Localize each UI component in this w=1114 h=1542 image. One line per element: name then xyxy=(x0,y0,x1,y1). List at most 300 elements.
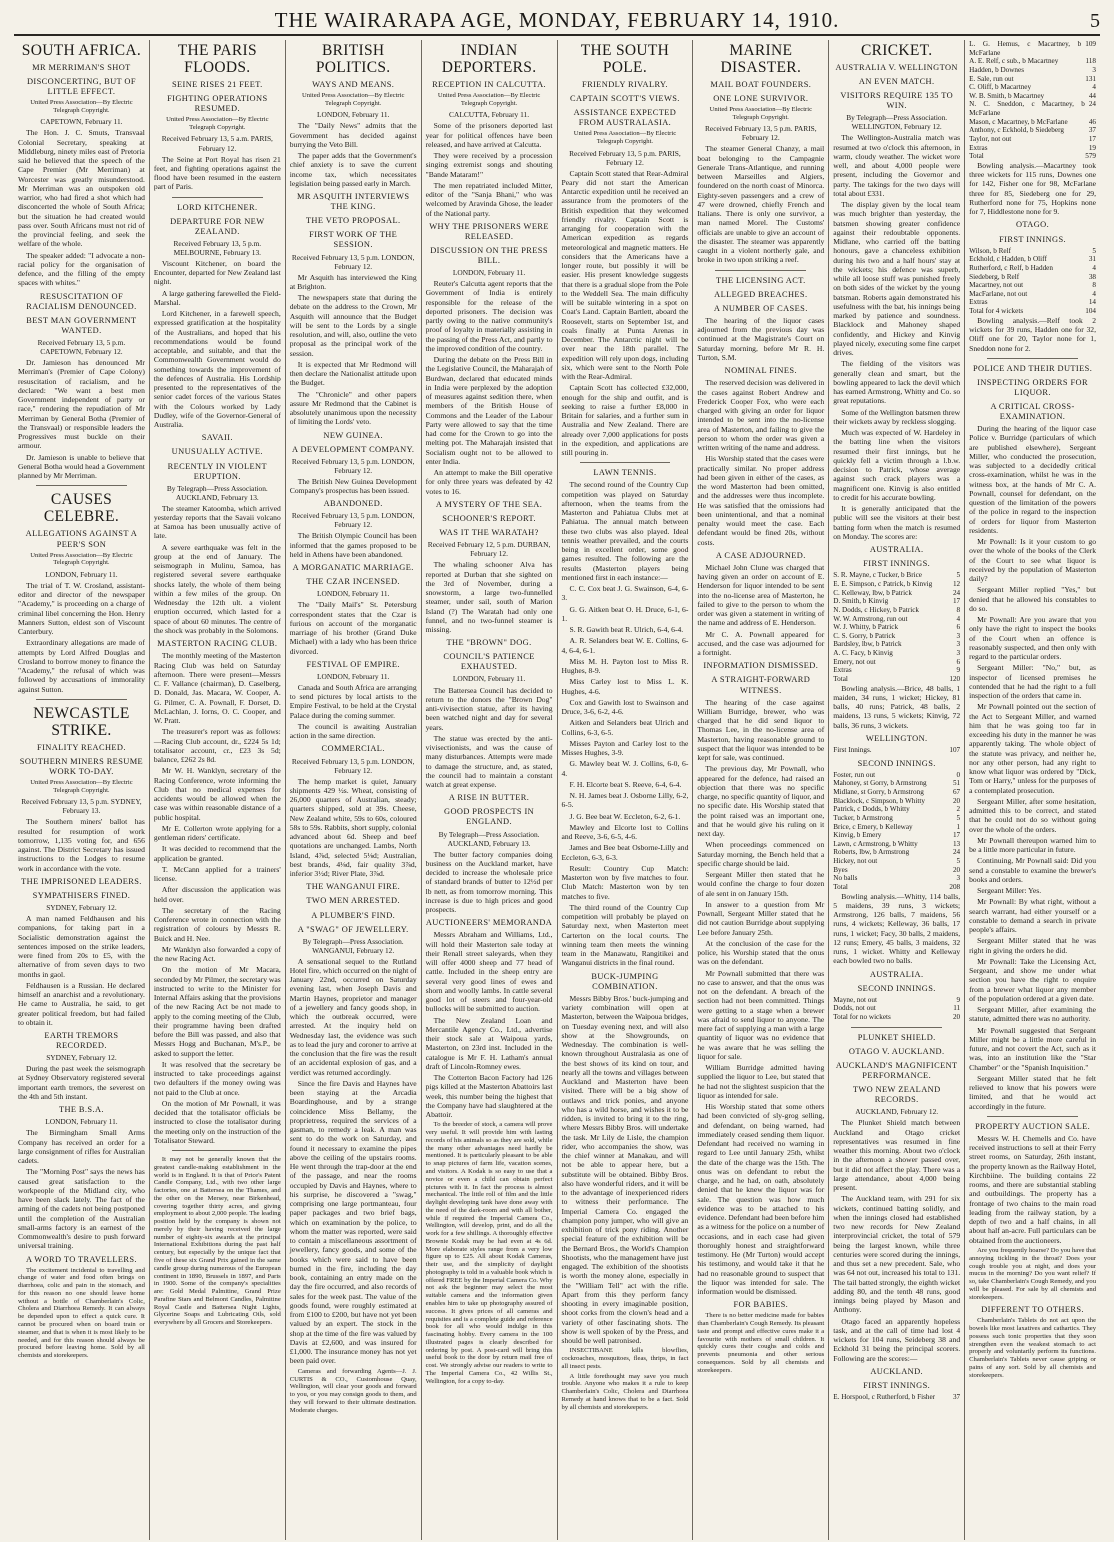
column-8 xyxy=(965,40,1100,1540)
advertisement: Are you frequently hoarse? Do you have that annoying tickling in the throat? Does your cough trouble you at night, and does your mucus in the morning? Do you want relief? If so, take Chamberlain's Cough Remedy, and you will be pleased. For sale by all chemists and storekeepers. xyxy=(969,1246,1096,1301)
article-paragraph: At the conclusion of the case for the police, his Worship stated that the onus was on the defendant. xyxy=(697,938,825,967)
advertisement: To the breeder of stock, a camera will prove very useful. It will provide him with lasting records of his animals so as they are sold, while the many other advantages need hardly be mentioned. It is particularly pleasant to be able to snap pictures of farm life, vacation scenes, and visitors. A Kodak is so easy to use that a novice or even a child can obtain perfect pictures with it. In fact the process is almost mechanical. The little roll of film and the little daylight developing tank have done away with the need of the dark-room and with all bother, while if required the Imperial Camera Co., Wellington, will develop, print, and do all the work for a few shillings. A thoroughly effective Brownie Kodak may be had even at 4s 6d. More elaborate styles range from a very low figure up to £25. All about Kodak Cameras, their use, and the simplicity of daylight photography is told in a valuable book which is offered FREE by the Imperial Camera Co. Why not ask the beginner may select the most suitable camera and the information given enables him to take up photography assured of success. It gives prices of all cameras and requisites and is a complete guide and reference book for all who would indulge in this fascinating hobby. Every camera in the 100 illustrated pages is clearly described for ordering by post. A post-card will bring this useful book to the door by return mail free of cost. We strongly advise our readers to write to The Imperial Camera Co., 42 Willis St., Wellington, for a copy to-day. xyxy=(425,1121,553,1385)
score-row: Rutherford, c Relf, b Hadden 4 xyxy=(969,263,1096,272)
article-paragraph: Sergeant Miller stated that he was right in giving the orders he did. xyxy=(969,936,1096,955)
score-row: C. S. Gorry, b Patrick 3 xyxy=(833,631,961,640)
subheadline: THE B.S.A. xyxy=(58,1105,104,1115)
subheadline: LAWN TENNIS. xyxy=(593,468,657,478)
column-3 xyxy=(286,40,422,1540)
score-row: MacFarlane, not out 4 xyxy=(969,289,1096,298)
subheadline: A STRAIGHT-FORWARD WITNESS. xyxy=(711,675,811,695)
advertisement: INSECTIBANE kills blowflies, cockroaches, mosquitoes, fleas, thrips, in fact all insect pests. xyxy=(561,1347,689,1370)
page-number: 5 xyxy=(1090,10,1100,32)
article-paragraph: Mr Asquith has interviewed the King at Brighton. xyxy=(289,272,417,291)
subheadline: THE VETO PROPOSAL. xyxy=(305,216,401,226)
subheadline: A "SWAG" OF JEWELLERY. xyxy=(297,924,409,934)
article-paragraph: The statue was erected by the anti-vivisectionists, and was the cause of many disturbances. Attempts were made to damage the structure, and, as stated, the council had to maintain a constant watch at great expense. xyxy=(425,733,553,790)
article-paragraph: In answer to a question from Mr Pownall, Sergeant Miller stated that he did not caution Burridge about supplying Lee before January 25th. xyxy=(697,899,825,937)
advertisement: A little forethought may save you much trouble. Anyone who makes it a rule to keep Chamberlain's Colic, Cholera and Diarrhoea Remedy at hand knows that to be a fact. Sold by all chemists and storekeepers. xyxy=(561,1372,689,1411)
score-row: Mahoney, st Gorry, b Armstrong 51 xyxy=(833,779,961,788)
article-paragraph: Michael John Clune was charged that having given an order on account of E. Henderson for liquor intended to be sent into the no-license area of Masterton, he failed to give to the person to whom the order was given a statement in writing of the name and address of E. Henderson. xyxy=(697,562,825,628)
subheadline: ALLEGED BREACHES. xyxy=(714,289,808,299)
subheadline: SCHOONER'S REPORT. xyxy=(442,514,536,524)
article-paragraph: After discussion the application was held over. xyxy=(153,885,281,904)
article-paragraph: Bowling analysis.—Whitty, 114 balls, 5 maidens, 39 runs, 3 wickets; Armstrong, 126 balls, 7 maidens, 56 runs, 4 wickets; Kelleway, 36 balls, 17 runs, 1 wicket; Facy, 30 balls, 2 maidens, 12 runs; Emery, 45 balls, 3 maidens, 32 runs, 1 wicket. Whitty and Kelleway each bowled two no balls. xyxy=(833,891,961,966)
result-line: A. R. Selanders beat W. E. Collins, 6-4, 6-4, 6-1. xyxy=(561,636,689,655)
headline: SOUTH AFRICA. xyxy=(21,42,142,59)
scorecard xyxy=(969,247,1096,316)
subheadline: SECOND INNINGS. xyxy=(857,983,936,993)
score-total: Total 120 xyxy=(833,675,961,684)
score-row: C. Kelleway, lbw, b Patrick 24 xyxy=(833,588,961,597)
article-paragraph: Sergeant Miller then stated that he would confine the charge to four dozen of ale sent in on January 15th. xyxy=(697,870,825,898)
article-paragraph: William Burridge admitted having supplied the liquor to Lee, but stated that he had not the slightest suspicion that the liquor as intended for sale. xyxy=(697,1063,825,1100)
score-total: Total for 4 wickets 104 xyxy=(969,307,1096,316)
article-paragraph: The Auckland team, with 291 for six wickets, continued batting solidly, and when the innings closed had established two new records for New Zealand interprovincial cricket, the total of 579 being the largest known, while three centuries were scored during the innings, and thus set a new precedent. Sale, who was 64 not out, increased his total to 131. The tail batted strongly, the eighth wicket adding 80, and the tenth 48 runs, good innings being played by Mason and Anthony. xyxy=(833,1194,961,1315)
dateline: LONDON, February 11. xyxy=(316,110,390,120)
article-paragraph: Messrs Bibby Bros.' buck-jumping and variety combination will open at Masterton, between the Waipoua bridges, on Tuesday evening next, and will also show at the Showgrounds, on Wednesday. The combination is well-known throughout Australasia as one of the best shows of its kind on tour, and nearly all the towns and villages between Auckland and Masterton have been visited. There will be a big show of outlaws and trick ponies, and anyone who has a wild horse, and wishes it to be ridden, is invited to bring it to the ring, where Messrs Bibby Bros. will undertake the task. Mr Lily de Lisle, the champion rider, who accompanies the show, was the chief winner at Manakau, and will not be able to appear here, but a substitute will be obtained. Bibby Bros. also have wonderful riders, and it will be to the advantage of inexperienced riders to witness their performance. The Imperial Camera Co. engaged the champion pony jumper, who will give an exhibition of trick pony riding. Another special feature of the exhibition will be the Bernard Bros., the World's Champion Shootists, who the management have just engaged. The exhibition of the shootists is worth the money alone, especially in the "William Tell" act with the rifle. Apart from this they perform fancy shooting in every imaginable position, shoot corks from the clown's head and a variety of other fascinating shots. The show is well spoken of by the Press, and should be well patronised. xyxy=(561,993,689,1346)
advertisement: There is no better medicine made for babies than Chamberlain's Cough Remedy. Its pleasant taste and prompt and effective cures make it a favourite with mothers of small children. It quickly cures their coughs and colds and prevents pneumonia and other serious consequences. Sold by all chemists and storekeepers. xyxy=(697,1312,825,1374)
divider xyxy=(36,485,127,486)
column-6 xyxy=(693,40,829,1540)
credit-line: United Press Association—By Electric Telegraph Copyright. xyxy=(30,551,133,567)
headline: THE PARIS FLOODS. xyxy=(177,42,257,77)
subheadline: A DEVELOPMENT COMPANY. xyxy=(291,444,415,454)
columns xyxy=(14,40,1100,1540)
headline: CAUSES CELEBRE. xyxy=(43,491,120,526)
subheadline: DIFFERENT TO OTHERS. xyxy=(981,1305,1084,1315)
score-row: Blacklock, c Simpson, b Whitty 20 xyxy=(833,796,961,805)
article-paragraph: The Southern miners' ballot has resulted for resumption of work tomorrow, 1,135 voting for, and 656 against. The District Secretary has issued instructions to the Lodges to resume work in accordance with the vote. xyxy=(18,817,145,873)
advertisement: It may not be generally known that the greatest candle-making establishment in the world is in England. It is that of Price's Patent Candle Company, Ltd., with two other large factories, one at Battersea on the Thames, and the other on the Mersey, near Birkenhead, covering together thirty acres, and giving employment to about 2,000 people. The leading position held by the company is shown not merely by their having received the large number of eighty-six awards at the principal International Exhibitions during the past half century, but especially by the unique fact that five of these six Grand Prix gained in the same candle group during numerous of the European continent in 1890, Brussels in 1897, and Paris in 1900. Some of the company's specialities are: Gold Medal Palmitine, Grand Prize Parafine Stars and Belmont Candles, Palmitine Royal Castle and Battersea Night Lights, Glycerine Soaps and Lubricating Oils, sold everywhere by all Grocers and Storekeepers. xyxy=(153,1156,281,1327)
column-7 xyxy=(829,40,965,1540)
article-paragraph: The reserved decision was delivered in the cases against Robert Andrew and Frederick Cooper Fox, who were each charged with giving an order for liquor intended to be sent into the no-license area of Masterton, and failing to give the person to whom the order was given a written writing of the name and address. xyxy=(697,378,825,453)
subheadline: PLUNKET SHIELD. xyxy=(857,1032,936,1042)
result-line: Miss Carley lost to Miss L. K. Hughes, 4-6. xyxy=(561,677,689,696)
subheadline: A RISE IN BUTTER. xyxy=(448,793,530,803)
article-paragraph: Dr. Jamieson is unable to believe that General Botha would head a Government planned by Mr Merriman. xyxy=(18,452,145,481)
article-paragraph: Mr Pownall: Take the Licensing Act, Sergeant, and show me under what section you have the right to enquire from a brewer what liquor any member of the population ordered at a given date. xyxy=(969,956,1096,1003)
score-row: Extras 19 xyxy=(969,143,1096,152)
score-row: Roberts, lbw, b Armstrong 24 xyxy=(833,848,961,857)
subheadline: FINALITY REACHED. xyxy=(37,742,126,752)
article-paragraph: Mr Pownall suggested that Sergeant Miller might be a little more careful in future, and not covert the Act, such as it was, into an institution like the "Star Chamber" or the "Spanish Inquisition." xyxy=(969,1025,1096,1072)
score-row: No balls 3 xyxy=(833,874,961,883)
article-paragraph: Some of the prisoners deported last year for political offences have been released, and have arrived at Calcutta. xyxy=(425,121,553,149)
result-line: James and Bee beat Osborne-Lilly and Eccleton, 6-3, 6-3. xyxy=(561,843,689,862)
article-paragraph: Reuter's Calcutta agent reports that the Government of India is entirely responsible for the release of the deported prisoners. The decision was partly owing to the native community's proof of loyalty in materially assisting in the passing of the Press Act, and partly to the improved condition of the country. xyxy=(425,279,553,353)
article-paragraph: The whaling schooner Alva has reported at Durban that she sighted on the 3rd of November, during a snowstorm, a large two-funnelled steamer, under sail, south of Marion Island (?) The Waratah had only one funnel, and no two-funnel steamer is missing. xyxy=(425,560,553,634)
subheadline: MASTERTON RACING CLUB. xyxy=(157,639,278,649)
score-row: Midlane, st Gorry, b Armstrong 67 xyxy=(833,787,961,796)
result-line: Misses Payton and Carley lost to the Misses Hughes, 3-9. xyxy=(561,738,689,758)
subheadline: AUSTRALIA. xyxy=(869,969,924,979)
score-row: N. C. Sneddon, c Macartney, b McFarlane 24 xyxy=(969,100,1096,118)
subheadline: AUSTRALIA. xyxy=(869,545,924,555)
article-paragraph: During the past week the seismograph at Sydney Observatory registered several important earth tremors, the severest on the 4th and 5th instant. xyxy=(18,1064,145,1101)
subheadline: A CRITICAL CROSS-EXAMINATION. xyxy=(990,401,1075,422)
subheadline: TWO MEN ARRESTED. xyxy=(306,896,400,906)
score-row: E. E. Simpson, c Patrick, b Kinvig 12 xyxy=(833,579,961,588)
divider xyxy=(580,462,671,463)
article-paragraph: Feldhausen is a Russian. He declared himself an anarchist and a revolutionary. He came to Australia, he said, to get greater political freedom, but had failed to obtain it. xyxy=(18,980,145,1027)
subheadline: THE WANGANUI FIRE. xyxy=(306,882,401,892)
subheadline: RECENTLY IN VIOLENT ERUPTION. xyxy=(167,461,267,481)
article-paragraph: A sensational sequel to the Rutland Hotel fire, which occurred on the night of January 22nd, occurred on Saturday evening last, when Joseph Davis and Martin Haynes, proprietor and manager of a jewellery and fancy goods shop, in which the outbreak occurred, were arrested. At the inquiry held on Wednesday last, the evidence was such as to lead the jury and coroner to arrive at the conclusion that the fire was the result of an accidental explosion of gas, and a verdict was returned accordingly. xyxy=(289,956,417,1077)
score-row: Dodds, not out 11 xyxy=(833,1004,961,1013)
article-paragraph: The men repatriated included Mitter, editor of the "Sanja Bhani," who was welcomed by Aravinda Ghose, the leader of the National party. xyxy=(425,180,553,218)
subheadline: BUCK-JUMPING COMBINATION. xyxy=(591,971,659,991)
subheadline: PROPERTY AUCTION SALE. xyxy=(974,1121,1091,1131)
subheadline: POLICE AND THEIR DUTIES. xyxy=(972,363,1093,373)
article-paragraph: The trial of T. W. Crosland, assistant-editor and director of the newspaper "Academy," is proceeding on a charge of criminal libel concerning the Hon. Henry Manners Sutton, eldest son of Viscount Canterbury. xyxy=(18,580,145,637)
score-row: D. Smith, b Kinvig 17 xyxy=(833,597,961,606)
dateline: SYDNEY, February 12. xyxy=(46,902,117,912)
subheadline: SEINE RISES 21 FEET. xyxy=(171,80,263,90)
dateline: Received February 13, 5 p.m. LONDON, February 12. xyxy=(291,252,415,271)
subheadline: ONE LONE SURVIVOR. xyxy=(713,94,809,104)
divider xyxy=(987,358,1078,359)
subheadline: FIRST INNINGS. xyxy=(863,1380,931,1390)
article-paragraph: On the motion of Mr Pownall, it was decided that the totalisator officials be instructed to close the totalisator during the meeting only on the instruction of the Totalisator Steward. xyxy=(153,1098,281,1145)
result-line: G. G. Aitken beat O. H. Druce, 6-1, 6-1. xyxy=(561,604,689,623)
article-paragraph: It is expected that Mr Redmond will then declare the Nationalist attitude upon the Budget. xyxy=(289,359,417,388)
subheadline: AUCTIONEERS' MEMORANDA xyxy=(425,918,553,928)
article-paragraph: It was decided to recommend that the application be granted. xyxy=(153,844,281,863)
article-paragraph: The British New Guinea Development Company's prospectus has been issued. xyxy=(289,476,417,496)
dateline: Received February 13, 5 p.m. LONDON, February 12. xyxy=(291,456,415,475)
article-paragraph: Dr. Jamieson has denounced Mr Merriman's (Premier of Cape Colony) resuscitation of racialism, and he declared: "We want a best men Government independent of party or race," rendering the repudiation of Mr Merriman by General Botha (Premier of the Transvaal) or responsible leaders the Progressives must buckle on their armour. xyxy=(18,358,145,451)
subheadline: SECOND INNINGS. xyxy=(857,758,936,768)
subheadline: OTAGO V. AUCKLAND. xyxy=(848,1046,945,1056)
subheadline: MR MERRIMAN'S SHOT xyxy=(32,63,131,73)
article-paragraph: The Plunket Shield match between Auckland and Otago cricket representatives was resumed in fine weather this morning. About two o'clock in the afternoon a shower passed over, but it did not affect the play. There was a large attendance, about 4,000 being present. xyxy=(833,1118,961,1192)
score-total: Total 208 xyxy=(833,883,961,892)
article-paragraph: Bowling analysis.—Relf took 2 wickets for 39 runs, Hadden one for 32, Oliff one for 20, Taylor none for 1, Sneddon none for 2. xyxy=(969,315,1096,353)
dateline: CAPETOWN, February 11. xyxy=(40,117,123,127)
subheadline: THE LICENSING ACT. xyxy=(716,275,806,285)
article-paragraph: Sergeant Miller, after some hesitation, admitted this to be correct, and stated that he could not do so without going over the whole of the orders. xyxy=(969,796,1096,834)
score-row: A. C. Facy, b Kinvig 3 xyxy=(833,649,961,658)
dateline: LONDON, February 11. xyxy=(316,589,390,599)
subheadline: NOMINAL FINES. xyxy=(724,366,797,376)
article-paragraph: The butter factory companies doing business on the Auckland market, have decided to increase the wholesale price of standard brands of butter to 12½d per lb nett, as from tomorrow morning. This increase is due to high prices and good prospects. xyxy=(425,849,553,915)
dateline: Received February 13, 5 p.m. PARIS, February 12. xyxy=(569,148,681,167)
subheadline: SYMPATHISERS FINED. xyxy=(32,890,131,900)
subheadline: AN EVEN MATCH. xyxy=(858,77,935,87)
article-paragraph: Mr Pownall submitted that there was no case to answer, and that the onus was not on the defendant. A breach of the section had not been committed. Things were getting to a stage when a brewer was afraid to send liquor to anyone. The mere fact of supplying a man with a large quantity of liquor was no evidence that he was aware that he was selling the liquor for sale. xyxy=(697,968,825,1061)
score-row: L. G. Hemus, c Macartney, b McFarlane 109 xyxy=(969,40,1096,57)
newspaper-title: THE WAIRARAPA AGE, MONDAY, FEBRUARY 14, 1910. xyxy=(274,8,840,32)
scorecard xyxy=(833,771,960,892)
subheadline: COUNCIL'S PATIENCE EXHAUSTED. xyxy=(443,652,535,672)
dateline: LONDON, February 11. xyxy=(45,1117,118,1127)
score-row: S. R. Mayne, c Tucker, b Brice 5 xyxy=(833,571,961,580)
subheadline: MAIL BOAT FOUNDERS. xyxy=(710,80,812,90)
subheadline: A NUMBER OF CASES. xyxy=(713,303,808,313)
dateline: Received February 13, 5 p.m. SYDNEY, February 13. xyxy=(21,797,142,816)
score-row: Brice, c Emery, b Kelleway 1 xyxy=(833,822,961,831)
score-row: A. E. Relf, c sub., b Macartney 118 xyxy=(969,57,1096,66)
score-row: E. Sale, run out 131 xyxy=(969,74,1096,83)
subheadline: EARTH TREMORS RECORDED. xyxy=(44,1031,119,1051)
score-row: Foster, run out 0 xyxy=(833,770,961,779)
masthead xyxy=(14,8,1100,36)
headline: INDIAN DEPORTERS. xyxy=(441,42,537,77)
article-paragraph: Since the fire Davis and Haynes have been staying at the Arcadia Boardinghouse, and by a strange coincidence Miss Bellamy, the proprietress, required the services of a gasman, to remedy a leak. A man was sent to do the work on Saturday, and found it necessary to examine the pipes above the ceiling of the upstairs rooms. He went through the trap-door at the end of the passage, and near the rooms occupied by Davis and Haynes, where to his surprise, he discovered a "swag," comprising one large portmanteau, four paper packages and two brief bags, which on examination by the police, to whom the matter was reported, were said to contain a miscellaneous assortment of jewellery, fancy goods, and some of the books which were said to have been burned in the fire, including the day book, containing an entry made on the day the fire occurred, and also records of sales for the week past. The value of the goods found, were roughly estimated at from £100 to £200, but have not yet been valued by an expert. The stock in the shop at the time of the fire was valued by Davis at £2,600, and was insured for £1,000. The insurance money has not yet been paid over. xyxy=(289,1078,417,1366)
article-paragraph: A large gathering farewelled the Field-Marshal. xyxy=(153,288,281,307)
article-paragraph: The previous day, Mr Pownall, who appeared for the defence, had raised an objection that there was no specific charge, no specific quantity of liquor, and no specific date. His Worship stated that the point raised was an important one, and that he would give his ruling on it next day. xyxy=(697,764,825,839)
article-paragraph: The fielding of the visitors was generally clean and smart, but the bowling appeared to lack the devil which has earned Armstrong, Whitty and Co. so great reputations. xyxy=(833,359,961,406)
subheadline: WHY THE PRISONERS WERE RELEASED. xyxy=(429,221,549,241)
credit-line: United Press Association—By Electric Telegraph Copyright. xyxy=(30,779,133,794)
article-paragraph: Viscount Kitchener, on board the Encounter, departed for New Zealand last night. xyxy=(153,258,281,287)
score-row: Eckhold, c Hadden, b Oliff 31 xyxy=(969,255,1096,264)
subheadline: GOOD PROSPECTS IN ENGLAND. xyxy=(444,807,535,827)
subheadline: SOUTHERN MINERS RESUME WORK TO-DAY. xyxy=(19,756,144,777)
headline: THE SOUTH POLE. xyxy=(580,42,670,77)
dateline: By Telegraph—Press Association. WELLINGTON, February 12. xyxy=(846,113,948,132)
article-paragraph: Mr Pownall: By what right, without a search warrant, had either yourself or a constable to demand a search in private people's affairs. xyxy=(969,897,1096,935)
subheadline: THE CZAR INCENSED. xyxy=(306,577,400,587)
subheadline: THE "BROWN" DOG. xyxy=(446,638,532,648)
article-paragraph: The secretary of the Racing Conference wrote in connection with the registration of colours by Messrs R. Buick and H. Nee. xyxy=(153,905,281,943)
article-paragraph: The Birmingham Small Arms Company has received an order for a large consignment of rifles for Australian cadets. xyxy=(18,1128,145,1166)
article-paragraph: Mr Pownall pointed out the section of the Act to Sergeant Miller, and warned him that he was going too far in exceeding his duty in the manner he was apparently taking. The whole object of the statute was privacy, and neither he, nor any other person, had any right to know what liquor was ordered by "Dick, Tom or Harry," unless for the purposes of a contemplated prosecution. xyxy=(969,702,1096,795)
article-paragraph: A man named Feldhausen and his companions, for taking part in a Socialistic demonstration against the sentences imposed on the strike leaders, were fined from 20s to £5, with the alternative of from seven days to two months in gaol. xyxy=(18,914,145,979)
subheadline: A WORD TO TRAVELLERS. xyxy=(25,1254,137,1264)
score-row: C. Oliff, b Macartney 4 xyxy=(969,83,1096,92)
subheadline: INSPECTING ORDERS FOR LIQUOR. xyxy=(977,377,1088,397)
advertisement: Cameras and forwarding Agents—J. J. CURTIS & CO., Customhouse Quay, Wellington, will clear your goods and forward to you, or you may consign goods to them, and they will forward to their ultimate destination. Moderate charges. xyxy=(289,1367,417,1414)
article-paragraph: Extraordinary allegations are made of attempts by Lord Alfred Douglas and Crosland to borrow money to finance the "Academy," the refusal of which was followed by accusations of immorality against Sutton. xyxy=(18,638,145,694)
dateline: Received February 13, 5 p.m. LONDON, February 12. xyxy=(291,511,415,530)
article-paragraph: Sergeant Miller stated that he felt relieved to know that his powers were limited, and that he would act accordingly in the future. xyxy=(969,1073,1096,1111)
score-row: W. B. Smith, b Macartney 44 xyxy=(969,91,1096,100)
article-paragraph: The Cotterton Bacon Factory had 126 pigs killed at the Masterton Abattoirs last week, this number being the highest that the Company have had slaughtered at the Abattoir. xyxy=(425,1073,553,1120)
article-paragraph: Mr E. Collerton wrote applying for a gentleman riders' certificate. xyxy=(153,823,281,843)
subheadline: AUCKLAND. xyxy=(870,1366,924,1376)
result-line: G. Mawley beat W. J. Collins, 6-0, 6-4. xyxy=(561,759,689,778)
result-line: F. H. Elcorte beat S. Reeve, 6-4, 6-4. xyxy=(569,779,682,789)
article-paragraph: The Hon. J. C. Smuts, Transvaal Colonial Secretary, speaking at Middleburg, ninety miles east of Pretoria said he believed that the speech of the Cape Premier (Mr Merriman) at Worcester was greatly misunderstood. Mr Merriman was an outspoken old warrior, who had fired a shot which had disconcerted the whole of South Africa; but the situation he had created would pass over. South Africans must not rid of the provincial feeling, and seek the welfare of the whole. xyxy=(18,128,145,249)
divider xyxy=(36,699,127,700)
subheadline: A CASE ADJOURNED. xyxy=(715,550,806,560)
dateline: LONDON, February 11. xyxy=(316,671,390,681)
subheadline: OTAGO. xyxy=(1015,220,1050,230)
article-paragraph: The hearing of the liquor cases adjourned from the previous day was continued at the Magistrate's Court on Saturday morning, before Mr R. H. Turton, S.M. xyxy=(697,315,825,362)
article-paragraph: The display given by the local team was much brighter than yesterday, the batsmen showing greater confidence against their redoubtable opponents. Midlane, who carried off the batting honours, gave a chanceless exhibition during his two and a half hours' stay at the wickets; his defence was superb, while all loose stuff was punished freely on both sides of the wicket by the young batsman. Roberts again demonstrated his usefulness with the bat, his innings being marked by patience and soundness. Blacklock and Mahoney shaped confidently, and Hickey and Kinvig played nicely, executing some fine carpet drives. xyxy=(833,200,961,358)
score-row: Bardsley, lbw, b Patrick 3 xyxy=(833,640,961,649)
subheadline: FIGHTING OPERATIONS RESUMED. xyxy=(167,94,268,114)
article-paragraph: They were received by a procession singing extremist songs and shouting "Bande Mataram!" xyxy=(425,151,553,179)
score-row: Macartney, not out 8 xyxy=(969,281,1096,290)
score-row: Hickey, not out 5 xyxy=(833,857,961,866)
score-row: Mason, c Macartney, b McFarlane 46 xyxy=(969,117,1096,126)
article-paragraph: Mr W. H. Wanklyn, secretary of the Racing Conference, wrote informing the Club that no medical expenses for accidents would be allowed when the case was within reasonable distance of a public hospital. xyxy=(153,766,281,822)
article-paragraph: A severe earthquake was felt in the group at the end of January. The seismograph in Mulinu, Samoa, has registered several severe earthquake shocks lately, the whole of them being within a few miles of the group. On Wednesday the 12th ult. a violent eruption occurred, which lasted for a space of about 60 minutes. The centre of the shock was probably in the Solomons. xyxy=(153,542,281,635)
column-4 xyxy=(422,40,558,1540)
article-paragraph: During the debate on the Press Bill in the Legislative Council, the Maharajah of Burdwan, declared that educated minds in India were perplexed by the adoption of measures against sedition there, when members of the British House of Commons and the Leader of the Labour Party were allowed to say that the time had come for the Crown to go into the melting pot. The Maharajah insisted that Socialism ought not to be allowed to enter India. xyxy=(425,355,553,466)
subheadline: AUCKLAND'S MAGNIFICENT PERFORMANCE. xyxy=(835,1060,958,1080)
subheadline: ASSISTANCE EXPECTED FROM AUSTRALASIA. xyxy=(573,108,677,128)
article-paragraph: The "Daily News" admits that the Government has decided against burrying the Veto Bill. xyxy=(289,121,417,149)
headline: CRICKET. xyxy=(860,42,933,59)
credit-line: United Press Association—By Electric Telegraph Copyright. xyxy=(30,99,133,114)
subheadline: CAPTAIN SCOTT'S VIEWS. xyxy=(570,94,680,104)
article-paragraph: The monthly meeting of the Masterton Racing Club was held on Saturday afternoon. There were present—Messrs C. F. Vallance (chairman), D. Caselberg, D. Donald, Jas. Macara, W. Cooper, A. G. Pilmer, C. A. Pownall, F. Dorset, D. McLachlan, J. Iorns, O. C. Cooper, and W. Pratt. xyxy=(153,651,281,726)
subheadline: COMMERCIAL. xyxy=(321,744,385,754)
subheadline: FRIENDLY RIVALRY. xyxy=(582,80,668,90)
dateline: Received February 13, 5 p.m. LONDON, February 12. xyxy=(291,756,415,775)
article-paragraph: Mr C. A. Pownall appeared for accused, and the case was adjourned for a fortnight. xyxy=(697,629,825,658)
article-paragraph: Canada and South Africa are arranging to send pictures by local artists to the Empire Festival, to be held at the Crystal Palace during the coming summer. xyxy=(289,682,417,720)
score-row: Extras 9 xyxy=(833,666,961,675)
headline: NEWCASTLE STRIKE. xyxy=(33,704,130,739)
article-paragraph: The New Zealand Loan and Mercantile Agency Co., Ltd., advertise their stock sale at Waipoua yards, Masterton, on 23rd inst. Included in the catalogue is Mr F. H. Latham's annual draft of Lincoln-Romney ewes. xyxy=(425,1015,553,1071)
article-paragraph: Lord Kitchener, in a farewell speech, expressed gratification at the hospitality of the Australians, and hoped that his recommendations would be found acceptable, and suitable, and that the Commonwealth Government would do something towards the improvement of the defences of Australia. His Lordship presented to the representatives of the senior cadet forces of the various States with the Colours worked by Lady Dudley, wife of the Governor-General of Australia. xyxy=(153,309,281,430)
subheadline: RECEPTION IN CALCUTTA. xyxy=(432,80,547,90)
subheadline: ALLEGATIONS AGAINST A PEER'S SON xyxy=(25,529,138,549)
result-line: C. C. Cox beat J. G. Swainson, 6-4, 6-3. xyxy=(561,584,689,603)
headline: BRITISH POLITICS. xyxy=(315,42,391,77)
score-row: Siedeberg, b Relf 38 xyxy=(969,272,1096,281)
article-paragraph: The steamer General Chanzy, a mail boat belonging to the Campagnie Generale Trans-Atlantique, and running between Marseilles and Algiers, foundered on the north coast of Minorca. Eighty-seven passengers and a crew of 47 were drowned, chiefly French and Italians. There is only one survivor, a man named Morel. The Customs' officials are unable to give an account of the disaster. The steamer was apparently caught in a violent northerly gale, and broke in two upon striking a reef. xyxy=(697,144,825,265)
article-paragraph: Captain Scott has collected £32,000, enough for the ship and outfit, and is seeking to raise a further £8,000 in Britain for salaries, and a further sum in Australia and New Zealand. There are already over 7,000 applications for posts in the expedition, and applications are still pouring in. xyxy=(561,383,689,458)
article-paragraph: The hearing of the case against William Burridge, brewer, who was charged that he did send liquor to Thomas Lee, in the no-license area of Masterton, having reasonable ground to suspect that the liquor was intended to be kept for sale, was continued. xyxy=(697,697,825,763)
subheadline: RESUSCITATION OF RACIALISM DENOUNCED. xyxy=(26,291,137,311)
subheadline: THE IMPRISONED LEADERS. xyxy=(21,876,142,886)
column-5 xyxy=(558,40,694,1540)
dateline: Received February 12, 5 p.m. DURBAN, February 12. xyxy=(427,540,551,559)
credit-line: United Press Association—By Electric Telegraph Copyright. xyxy=(437,92,541,107)
article-paragraph: The newspapers state that during the debate on the address to the Crown, Mr Asquith will announce that the Budget will be sent to the Lords by a single resolution, and will, also, outline the veto proposal as the principal work of the session. xyxy=(289,293,417,358)
subheadline: AUSTRALIA V. WELLINGTON xyxy=(835,63,958,73)
score-row: Lawn, c Armstrong, b Whitty 13 xyxy=(833,839,961,848)
subheadline: UNUSUALLY ACTIVE. xyxy=(171,447,263,457)
score-row: First Innings. 107 xyxy=(833,745,961,754)
score-row: Extras 14 xyxy=(969,298,1096,307)
advertisement: Chamberlain's Tablets do not act upon the bowels like most laxatives and cathartics. They possess such tonic properties that they soon strengthen even the weakest stomach to act properly and voluntarily perform its functions. Chamberlain's Tablets never cause griping or pains of any sort. Sold by all chemists and storekeepers. xyxy=(969,1317,1096,1379)
result-line: Cox and Gawith lost to Swainson and Druce, 3-6, 6-2, 4-6. xyxy=(561,697,689,717)
dateline: LONDON, February 11. xyxy=(45,569,118,579)
article-paragraph: Bowling analysis.—Brice, 48 balls, 1 maiden, 34 runs, 1 wicket; Hickey, 81 balls, 40 runs; Patrick, 48 balls, 2 maidens, 13 runs, 5 wickets; Kinvig, 72 balls, 36 runs, 3 wickets. xyxy=(833,683,961,730)
article-paragraph: Sergeant Miller replied "Yes," but denied that he allowed his constables to do so. xyxy=(969,585,1096,613)
subheadline: ABANDONED. xyxy=(323,499,383,509)
article-paragraph: It is generally anticipated that the public will see the visitors at their best batting form when the match is resumed on Monday. The scores are: xyxy=(833,504,961,541)
headline: MARINE DISASTER. xyxy=(720,42,802,77)
subheadline: A MORGANATIC MARRIAGE. xyxy=(292,563,414,573)
dateline: Received February 13, 5 p.m. PARIS, February 12. xyxy=(705,124,817,143)
dateline: SYDNEY, February 12. xyxy=(46,1053,117,1063)
article-paragraph: Sergeant Miller: "No," but, as inspector of licensed premises he contended that he had the right to a full inspection of the orders that came in. xyxy=(969,663,1096,701)
subheadline: DISCONCERTING, BUT OF LITTLE EFFECT. xyxy=(26,77,136,97)
divider xyxy=(172,1150,263,1151)
dateline: LONDON, February 11. xyxy=(452,674,526,684)
article-paragraph: Some of the Wellington batsmen threw their wickets away by reckless slogging. xyxy=(833,407,961,426)
score-row: Mayne, not out 9 xyxy=(833,995,961,1004)
result-line: Aitken and Selanders beat Ulrich and Collins, 6-3, 6-5. xyxy=(561,718,689,737)
subheadline: WELLINGTON. xyxy=(865,733,928,743)
dateline: By Telegraph—Press Association. AUCKLAND, February 13. xyxy=(166,483,268,502)
subheadline: DEPARTURE FOR NEW ZEALAND. xyxy=(170,216,265,236)
article-paragraph: Sergeant Miller: Yes. xyxy=(977,886,1042,896)
article-paragraph: An attempt to make the Bill operative for only three years was defeated by 42 votes to 16. xyxy=(425,468,553,496)
column-2 xyxy=(150,40,286,1540)
dateline: CALCUTTA, February 11. xyxy=(449,110,530,120)
article-paragraph: The "Daily Mail's" St. Petersburg correspondent states that the Czar is furious on account of the morganatic marriage of his brother (Grand Duke Michael) with a lady who has been thrice divorced. xyxy=(289,600,417,656)
article-paragraph: Bowling analysis.—Macartney took three wickets for 115 runs, Downes one for 142, Fisher one for 98, McFarlane three for 85, Siedeberg one for 29, Rutherford none for 75, Hopkins none for 7, Hiddlestone none for 9. xyxy=(969,160,1096,217)
article-paragraph: Mr Pownall: Are you aware that you only have the right to inspect the books of the Court when an offence is reasonably suspected, and then only with regard to the particular orders. xyxy=(969,615,1096,662)
article-paragraph: Much was expected of W. Hardeley in the batting line when the visitors resumed their first innings, but he quickly fell a victim through a l.b.w. decision to Patrick, whose average against such crack players was a magnificent one. Kinvig is also entitled to credit for his accurate bowling. xyxy=(833,428,961,502)
subheadline: FIRST INNINGS. xyxy=(863,559,931,569)
divider xyxy=(172,197,263,198)
advertisement: The excitement incidental to travelling and change of water and food often brings on diarrhoea, colic and pain in the stomach, and for this reason no one should leave home without a bottle of Chamberlain's Colic, Cholera and Diarrhoea Remedy. It can always be depended upon to effect a quick cure. It cannot be procured when on board train or steamer, and that is when it is most likely to be needed, and for this reason should always be procured before leaving home. Sold by all chemists and storekeepers. xyxy=(18,1266,145,1360)
dateline: Received February 13, 5 p.m. MELBOURNE, February 13. xyxy=(173,238,262,257)
subheadline: SAVAII. xyxy=(201,433,233,443)
subheadline: TWO NEW ZEALAND RECORDS. xyxy=(852,1085,941,1105)
article-paragraph: Messrs W. H. Chemells and Co. have received instructions to sell at their Ferry street rooms, on Saturday, 26th instant, the property known as the Railway Hotel, Kirchbiine. The building contains 22 rooms, and there are substantial stabling and outbuildings. The property has a frontage of two chains to the main road leading from the railway station, by a depth of two and a half chains, in all about half an-acre. Full particulars can be obtained from the auctioneers. xyxy=(969,1133,1096,1245)
article-paragraph: T. McCann applied for a trainers' license. xyxy=(153,864,281,884)
article-paragraph: Continuing, Mr Pownall said: Did you send a constable to examine the brewer's books and orders. xyxy=(969,856,1096,884)
dateline: By Telegraph—Press Association. AUCKLAND, February 13. xyxy=(438,829,540,848)
article-paragraph: The Seine at Port Royal has risen 21 feet, and fighting operations against the flood have been resumed in the eastern part of Paris. xyxy=(153,154,281,192)
score-row: Kinvig, b Emery 17 xyxy=(833,831,961,840)
divider xyxy=(851,1027,942,1028)
subheadline: FIRST WORK OF THE SESSION. xyxy=(309,230,398,250)
article-paragraph: Mr Pownall: Is it your custom to go over the whole of the books of the Clerk of the Court to see what liquor is received by the population of Masterton daily? xyxy=(969,537,1096,584)
article-paragraph: The paper adds that the Government's chief anxiety is to save the current income tax, which necessitates legislation being passed early in March. xyxy=(289,151,417,188)
subheadline: A PLUMBER'S FIND. xyxy=(311,910,396,920)
result-line: S. R. Gawith beat R. Ulrich, 6-4, 6-4. xyxy=(569,625,684,635)
article-paragraph: Result: Country Cup Match: Masterton won by five matches to four. Club Match: Masterton won by ten matches to five. xyxy=(561,863,689,901)
credit-line: United Press Association—By Electric Telegraph Copyright. xyxy=(573,130,677,145)
dateline: AUCKLAND, February 12. xyxy=(855,1107,939,1117)
subheadline: DISCUSSION ON THE PRESS BILL. xyxy=(430,246,548,266)
score-row: Wilson, b Relf 5 xyxy=(969,246,1096,255)
result-line: Miss M. H. Payton lost to Miss R. Hughes, 8-9. xyxy=(561,656,689,676)
subheadline: FOR BABIES. xyxy=(733,1300,789,1310)
divider xyxy=(715,270,806,271)
credit-line: United Press Association—By Electric Telegraph Copyright. xyxy=(302,92,405,107)
article-paragraph: The second round of the Country Cup competition was played on Saturday afternoon, when the teams from the Masterton and Pahiatua Clubs met at Pahiatua. The annual match between these two clubs was also played. Ideal tennis weather prevailed, and the courts being in excellent order, some good games resulted. The following are the results (Masterton players being mentioned first in each instance:— xyxy=(561,480,689,582)
score-total: Total 579 xyxy=(969,152,1096,161)
article-paragraph: The treasurer's report was as follows:—Racing Club account, dr., £224 5s 1d; totalisator account, cr., £23 3s 5d; balance, £262 2s 8d. xyxy=(153,727,281,765)
dateline: Received February 13, 5 a.m. PARIS, February 12. xyxy=(161,134,273,153)
score-row: Anthony, c Eckhold, b Siedeberg 37 xyxy=(969,126,1096,135)
article-paragraph: The British Olympic Council has been informed that the games proposed to be held in Athens have been abandoned. xyxy=(289,531,417,559)
article-paragraph: The third round of the Country Cup competition will probably be played on Saturday next, when Masterton meet Carterton on the local courts. The winning team then meets the winning team in the Manawatu, Rangitikei and Wanganui districts in the final round. xyxy=(561,902,689,968)
credit-line: United Press Association—By Electric Telegraph Copyright. xyxy=(166,116,269,131)
score-row: Emery, not out 6 xyxy=(833,657,961,666)
article-paragraph: Sergeant Miller, after examining the statute, admitted there was no authority. xyxy=(969,1005,1096,1024)
score-row: Hadden, b Downes 3 xyxy=(969,65,1096,74)
article-paragraph: Mr Pownall thereupon warned him to be a little more particular in future. xyxy=(969,835,1096,855)
score-total: Total for no wickets 20 xyxy=(833,1013,961,1022)
result-line: N. H. James beat J. Osborne Lilly, 6-2, 6-5. xyxy=(561,791,689,810)
subheadline: MR ASQUITH INTERVIEWS THE KING. xyxy=(296,192,410,212)
article-paragraph: The council is awaiting Australian action in the same direction. xyxy=(289,721,417,741)
subheadline: VISITORS REQUIRE 135 TO WIN. xyxy=(840,91,954,111)
article-paragraph: The Wellington-Australia match was resumed at two o'clock this afternoon, in warm, cloudy weather. The wicket wore well, and about 4,000 people were present, including the Governor and party. The takings for the two days will total about £331. xyxy=(833,133,961,198)
scorecard xyxy=(833,571,960,683)
subheadline: LORD KITCHENER. xyxy=(177,202,258,212)
article-paragraph: Mr Wanklyn also forwarded a copy of the new Racing Act. xyxy=(153,944,281,964)
subheadline: WAS IT THE WARATAH? xyxy=(439,528,539,538)
article-paragraph: The "Morning Post" says the news has caused great satisfaction to the workpeople of the Midland city, who have been slack lately. The fact of the arming of the cadets not being postponed until the completion of the Australian small-arms factory is an earnest of the Commonwealth's desire to push forward universal training. xyxy=(18,1167,145,1251)
article-paragraph: The Battersea Council has decided to return to the donors the "Brown Dog" anti-vivisection statue, after its having been watched night and day for several years. xyxy=(425,685,553,732)
score-row: Byes 20 xyxy=(833,865,961,874)
